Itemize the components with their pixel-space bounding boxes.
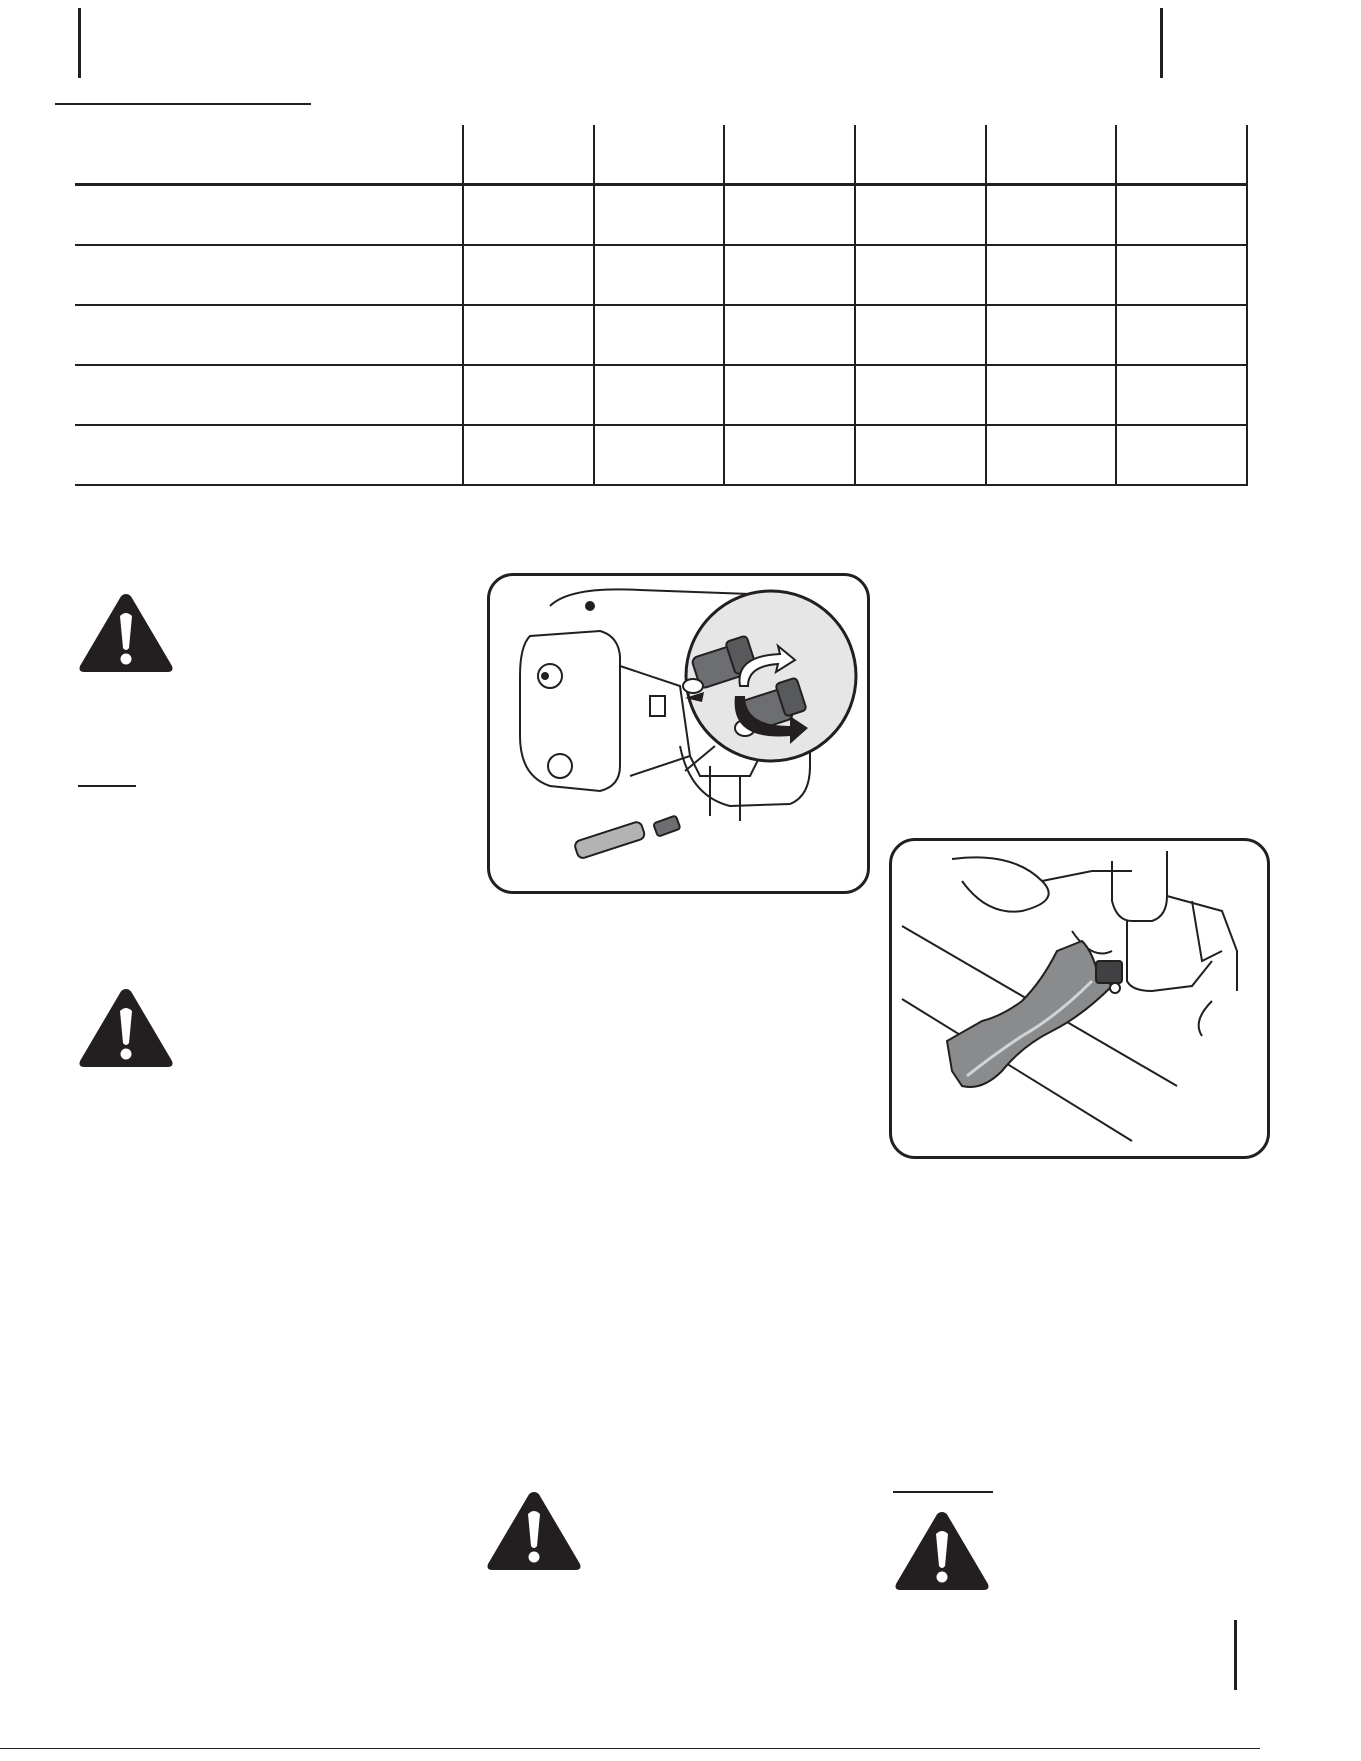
table-row — [75, 245, 1247, 305]
crop-mark-top-left — [78, 8, 81, 78]
table-cell — [463, 365, 594, 425]
table-cell — [1116, 425, 1247, 485]
oil-drain-spout-figure — [889, 838, 1270, 1159]
table-row-label — [75, 185, 463, 246]
table-cell — [724, 185, 855, 246]
table-cell — [594, 245, 725, 305]
table-cell — [986, 425, 1117, 485]
crop-mark-top-right — [1160, 8, 1163, 78]
table-cell — [986, 245, 1117, 305]
table-row — [75, 305, 1247, 365]
table-cell — [855, 365, 986, 425]
table-cell — [1116, 305, 1247, 365]
table-header-cell — [1116, 125, 1247, 185]
table-cell — [463, 305, 594, 365]
table-cell — [855, 245, 986, 305]
engine-drain-illustration — [490, 576, 867, 891]
drain-spout-illustration — [892, 841, 1267, 1156]
table-header-label — [75, 125, 463, 185]
table-cell — [855, 185, 986, 246]
table-header-cell — [855, 125, 986, 185]
page-bottom-rule — [0, 1748, 1260, 1749]
table-cell — [724, 305, 855, 365]
warning-triangle-icon — [485, 1488, 583, 1574]
table-row-label — [75, 425, 463, 485]
table-row — [75, 365, 1247, 425]
table-cell — [594, 185, 725, 246]
table-cell — [855, 425, 986, 485]
table-cell — [986, 365, 1117, 425]
table-cell — [594, 425, 725, 485]
table-row-label — [75, 305, 463, 365]
warning-triangle-icon — [77, 590, 175, 676]
table-header-cell — [463, 125, 594, 185]
table-header-cell — [594, 125, 725, 185]
note-underline — [78, 785, 136, 787]
table-cell — [724, 365, 855, 425]
table-cell — [463, 185, 594, 246]
table-header-cell — [724, 125, 855, 185]
table-header-cell — [986, 125, 1117, 185]
table-cell — [986, 185, 1117, 246]
table-cell — [1116, 245, 1247, 305]
section-heading-underline — [55, 103, 311, 105]
table-cell — [724, 245, 855, 305]
table-cell — [594, 305, 725, 365]
table-row — [75, 185, 1247, 246]
maintenance-schedule-table — [75, 125, 1248, 486]
table-row — [75, 425, 1247, 485]
crop-mark-bottom-right — [1234, 1620, 1237, 1690]
table-cell — [855, 305, 986, 365]
table-cell — [594, 365, 725, 425]
table-cell — [724, 425, 855, 485]
note-underline — [893, 1491, 993, 1493]
table-cell — [463, 245, 594, 305]
table-cell — [463, 425, 594, 485]
table-row-label — [75, 245, 463, 305]
table-header-row — [75, 125, 1247, 185]
warning-triangle-icon — [893, 1508, 991, 1594]
table-cell — [986, 305, 1117, 365]
table-cell — [1116, 185, 1247, 246]
table-cell — [1116, 365, 1247, 425]
oil-drain-figure — [487, 573, 870, 894]
table-row-label — [75, 365, 463, 425]
warning-triangle-icon — [77, 985, 175, 1071]
